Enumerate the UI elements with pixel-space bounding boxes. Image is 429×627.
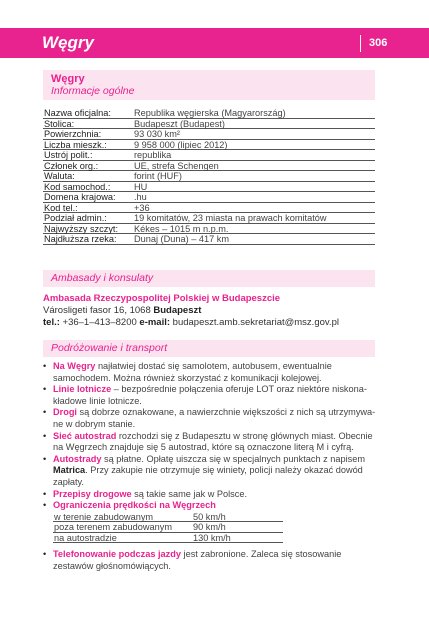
info-key: Waluta: <box>44 171 75 181</box>
item-highlight: Linie lotnicze <box>53 384 112 395</box>
info-key: Powierzchnia: <box>44 129 102 139</box>
list-item <box>43 384 378 407</box>
list-item <box>43 500 378 512</box>
speed-area: na autostradzie <box>54 532 117 543</box>
bullet-icon: • <box>43 407 47 418</box>
list-item <box>43 361 378 384</box>
info-key: Stolica: <box>44 118 75 129</box>
info-row <box>43 119 375 130</box>
list-item <box>43 454 378 489</box>
page-title: Węgry <box>42 33 94 52</box>
info-key: Nazwa oficjalna: <box>44 108 111 118</box>
info-value: .hu <box>134 192 147 202</box>
list-item <box>43 489 378 501</box>
info-key: Najwyższy szczyt: <box>44 223 119 234</box>
transport-section-subtitle: Podróżowanie i transport <box>51 342 168 354</box>
info-key: Ustrój polit.: <box>44 150 93 160</box>
item-text: są płatne. Opłatę uiszcza się w specjalnych punktach z napisem <box>101 453 366 464</box>
embassy-address-street: Városligeti fasor 16, 1068 <box>43 305 154 316</box>
item-text: najłatwiej dostać się samolotem, autobusem, ewentualnie samochodem. Można również skorzystać z komunikacji kolejowej. <box>53 361 332 383</box>
item-highlight: Telefonowanie podczas jazdy <box>53 549 181 560</box>
embassy-contact <box>43 317 375 329</box>
info-key: Domena krajowa: <box>44 192 116 202</box>
speed-limit-table <box>53 512 283 544</box>
info-value: HU <box>134 181 148 192</box>
info-row <box>43 182 375 193</box>
bullet-icon: • <box>43 453 47 464</box>
info-row <box>43 129 375 140</box>
item-text: są takie same jak w Polsce. <box>131 488 248 499</box>
page-number: 306 <box>369 37 388 49</box>
bullet-icon: • <box>43 500 47 511</box>
info-value: 9 958 000 (lipiec 2012) <box>134 139 228 150</box>
speed-value: 90 km/h <box>193 522 226 533</box>
item-highlight: Przepisy drogowe <box>53 488 132 499</box>
speed-row <box>53 522 283 533</box>
item-text: jest zabronione. Zaleca się stosowanie zestawów głośnomówiących. <box>53 549 342 571</box>
item-text: są dobrze oznakowane, a nawierzchnie większości z nich są utrzymywa-ne w dobrym stanie. <box>53 407 376 429</box>
speed-area: w terenie zabudowanym <box>54 511 154 522</box>
item-highlight: Ograniczenia prędkości na Węgrzech <box>53 500 216 511</box>
info-key: Kod samochod.: <box>44 181 111 192</box>
tel-label: tel.: <box>43 317 60 328</box>
item-text: . Przy zakupie nie otrzymuje się winiety, policji należy okazać dowód zapłaty. <box>53 465 363 487</box>
tel-value: +36–1–413–8200 <box>59 317 140 328</box>
embassy-section-subtitle: Ambasady i konsulaty <box>51 272 154 284</box>
item-highlight: Drogi <box>53 407 77 418</box>
bullet-icon: • <box>43 549 47 560</box>
general-section-title: Węgry <box>51 73 85 85</box>
email-label: e-mail: <box>139 317 171 328</box>
info-row <box>43 234 375 245</box>
info-value: 19 komitatów, 23 miasta na prawach komitatów <box>134 213 327 223</box>
info-value: Dunaj (Duna) – 417 km <box>134 234 229 244</box>
item-text: – bezpośrednie połączenia oferuje LOT oraz niektóre niskona-kładowe linie lotnicze. <box>53 384 367 406</box>
info-key: Liczba mieszk.: <box>44 139 107 150</box>
embassy-block <box>43 293 375 329</box>
embassy-name: Ambasada Rzeczypospolitej Polskiej w Budapeszcie <box>43 293 281 304</box>
info-value: Budapeszt (Budapest) <box>134 118 225 129</box>
info-row <box>43 192 375 203</box>
general-section-header <box>43 70 375 100</box>
transport-list <box>43 361 378 572</box>
info-key: Podział admin.: <box>44 213 107 223</box>
bullet-icon: • <box>43 384 47 395</box>
item-highlight: Autostrady <box>53 453 102 464</box>
speed-row <box>53 512 283 523</box>
info-row <box>43 213 375 224</box>
item-text: rozchodzi się z Budapesztu w stronę głównych miast. Obecnie na Węgrzech znajduje się 5 autostrad, które są oznaczone literą M i cyfrą. <box>53 430 373 453</box>
info-row <box>43 150 375 161</box>
item-bold-term: Matrica <box>53 465 86 476</box>
email-value: budapeszt.amb.sekretariat@msz.gov.pl <box>170 317 339 328</box>
embassy-address-city: Budapeszt <box>153 305 202 316</box>
general-info-table <box>43 108 375 245</box>
speed-value: 130 km/h <box>193 532 231 543</box>
list-item <box>43 431 378 454</box>
info-row <box>43 140 375 151</box>
info-value: forint (HUF) <box>134 171 182 181</box>
speed-row <box>53 533 283 544</box>
info-row <box>43 171 375 182</box>
info-key: Kod tel.: <box>44 202 78 213</box>
transport-section-header <box>43 340 375 357</box>
speed-area: poza terenem zabudowanym <box>54 522 172 533</box>
info-key: Członek org.: <box>44 160 99 171</box>
info-row <box>43 161 375 172</box>
header-divider <box>360 35 361 52</box>
bullet-icon: • <box>43 361 47 371</box>
info-value: republika <box>134 150 172 160</box>
speed-value: 50 km/h <box>193 511 226 522</box>
info-key: Najdłuższa rzeka: <box>44 234 117 244</box>
info-value: 93 030 km² <box>134 129 180 139</box>
info-row <box>43 108 375 119</box>
bullet-icon: • <box>43 488 47 499</box>
embassy-section-header <box>43 270 375 287</box>
bullet-icon: • <box>43 430 47 441</box>
info-value: Republika węgierska (Magyarország) <box>134 108 286 118</box>
list-item <box>43 549 378 572</box>
embassy-address <box>43 305 375 317</box>
info-value: UE, strefa Schengen <box>134 160 219 171</box>
info-value: +36 <box>134 202 150 213</box>
list-item <box>43 407 378 430</box>
general-section-subtitle: Informacje ogólne <box>51 85 135 97</box>
item-highlight: Na Węgry <box>53 361 96 371</box>
info-value: Kékes – 1015 m n.p.m. <box>134 223 229 234</box>
item-highlight: Sieć autostrad <box>53 430 117 441</box>
info-row <box>43 224 375 235</box>
page-header <box>0 28 429 58</box>
info-row <box>43 203 375 214</box>
